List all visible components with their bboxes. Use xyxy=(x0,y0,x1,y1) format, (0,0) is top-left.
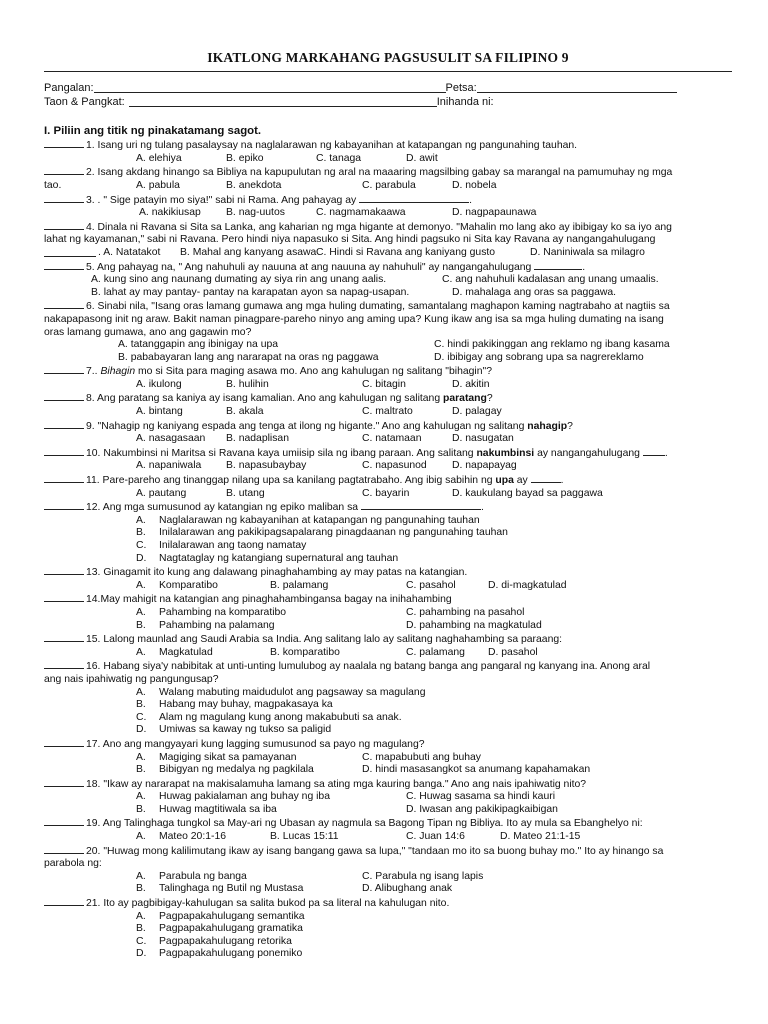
answer-blank[interactable] xyxy=(44,816,84,826)
question-1: 1. Isang uri ng tulang pasalaysay na naglalarawan ng kabayanihan at katapangan ng pangunahing tauhan. xyxy=(44,138,732,153)
choices-17a: A. Magiging sikat sa pamayanan C. mapabubuti ang buhay xyxy=(136,751,482,763)
choices-5b: B. lahat ay may pantay- pantay na karapatan ayon sa napag-usapan. D. mahalaga ang oras sa paggawa. xyxy=(91,286,617,298)
choices-6a: A. tatanggapin ang ibinigay na upa C. hindi pakikinggan ang reklamo ng ibang kasama xyxy=(118,339,670,351)
question-12: 12. Ang mga sumusunod ay katangian ng epiko maliban sa . xyxy=(44,500,732,515)
section-label: Taon & Pangkat: xyxy=(44,95,125,108)
question-7: 7.. Bihagin mo si Sita para maging asawa mo. Ano ang kahulugan ng salitang "bihagin"? xyxy=(44,364,732,379)
exam-page: IKATLONG MARKAHANG PAGSUSULIT SA FILIPINO 9 Pangalan: Petsa: Taon & Pangkat: Inihanda ni: I. Piliin ang titik ng pinakatamang sagot. 1. Isang uri ng tulang pasalaysay na naglalarawan ng kabayanihan at katapangan ng pangunahing tauhan. A. elehiya B. epiko C. tanaga D. awit 2. Isang akdang hinango sa Bibliya na kapupulutan ng aral na maaaring magsilbing gabay sa marangal na pamumuhay ng mga tao. A. pabula B. anekdota C. parabula D. nobela 3. . " Sige patayin mo siya!" sabi ni Rama. Ang pahayag ay . A. nakikiusap B. nag-uutos C. nagmamakaawa D. nagpapaunawa 4. Dinala ni Ravana si Sita sa Lanka, ang kaharian ng mga higante at demonyo. "Mahalin mo lang ako ay ibibigay ko sa iyo ang lahat ng kayamanan," sabi ni Ravana. Pero hindi niya napasuko si Sita. Ang hindi pagsuko ni Sita kay Ravana ay nangangahulugang . A. Natatakot B. Mahal ang kanyang asawa C. Hindi si Ravana ang kaniyang gusto D. Naniniwala sa milagro 5. Ang pahayag na, " Ang nahuhuli ay nauuna at ang nauuna ay nahuhuli" ay nangangahulugang . A. kung sino ang naunang dumating ay siya rin ang unang aalis. C. ang nahuhuli kadalasan ang unang umaalis. B. lahat ay may pantay- pantay na karapatan ayon sa napag-usapan. D. mahalaga ang oras sa paggawa. 6. Sinabi nila, "Isang oras lamang gumawa ang mga huling dumating, samantalang maghapon kaming nagtrabaho at nagtiis sa nakapapasong init ng araw. Bakit naman pinagpare-pareho ninyo ang aming upa? Kung ikaw ang isa sa mga huling dumating na isang oras lamang gumawa, ano ang gagawin mo? A. tatanggapin ang ibinigay na upa C. hindi pakikinggan ang reklamo ng ibang kasama B. pababayaran lang ang nararapat na oras ng paggawa D. ibibigay ang sobrang upa sa nagrereklamo 7.. Bihagin mo si Sita para maging asawa mo. Ano ang kahulugan ng salitang "bihagin"? A. ikulong B. hulihin C. bitagin D. akitin 8. Ang paratang sa kaniya ay isang kamalian. Ano ang kahulugan ng salitang paratang? A. bintang B. akala C. maltrato D. palagay 9. "Nahagip ng kaniyang espada ang tenga at ilong ng higante." Ano ang kahulugan ng salitang nahagip? A. nasagasaan B. nadaplisan C. natamaan D. nasugatan 10. Nakumbinsi ni Maritsa si Ravana kaya umiisip sila ng ibang paraan. Ang salitang nakumbinsi ay nangangahulugang . A. napaniwala B. napasubaybay C. napasunod D. napapayag 11. Pare-pareho ang tinanggap nilang upa sa kanilang pagtatrabaho. Ang ibig sabihin ng upa ay . A. pautang B. utang C. bayarin D. kaukulang bayad sa paggawa 12. Ang mga sumusunod ay katangian ng epiko maliban sa . A. Naglalarawan ng kabayanihan at katapangan ng pangunahing tauhan B. Inilalarawan ang pakikipagsapalarang pinagdaanan ng pangunahing tauhan C. Inilalarawan ang taong namatay D. Nagtataglay ng katangiang supernatural ang tauhan 13. Ginagamit ito kung ang dalawang pinaghahambing ay may patas na katangian. A. Komparatibo B. palamang C. pasahol D. di-magkatulad 14.May mahigit na katangian ang pinaghahambingansa bagay na inihahambing A. Pahambing na komparatibo C. pahambing na pasahol B. Pahambing na palamang D. pahambing na magkatulad 15. Lalong maunlad ang Saudi Arabia sa India. Ang salitang lalo ay salitang naghahambing sa paraang: A. Magkatulad B. komparatibo C. palamang D. pasahol 16. Habang siya'y nabibitak at unti-unting lumulubog ay naalala ng batang banga ang pangaral ng kanyang ina. Anong aral ang nais ipahiwatig ng pangungusap? A. Walang mabuting maidudulot ang pagsaway sa magulang B. Habang may buhay, magpakasaya ka C. Alam ng magulang kung anong makabubuti sa anak. D. Umiwas sa kaway ng tukso sa paligid 17. Ano ang mangyayari kung lagging sumusunod sa payo ng magulang? A. Magiging sikat sa pamayanan C. mapabubuti ang buhay B. Bibigyan ng medalya ng pagkilala D. hindi masasangkot sa anumang kapahamakan 18. "Ikaw ay nararapat na makisalamuha lamang sa ating mga kauring banga." Ano ang nais ipahiwatig nito? A. Huwag pakialaman ang buhay ng iba C. Huwag sasama sa hindi kauri B. Huwag magtitiwala sa iba D. Iwasan ang pakikipagkaibigan 19. Ang Talinghaga tungkol sa May-ari ng Ubasan ay nagmula sa Bagong Tipan ng Bibliya. Ito ay mula sa Ebanghelyo ni: A. Mateo 20:1-16 B. Lucas 15:11 C. Juan 14:6 D. Mateo 21:1-15 20. "Huwag mong kalilimutang ikaw ay isang bangang gawa sa lupa," "tandaan mo ito sa buong buhay mo." Ito ay hinango sa parabola ng: A. Parabula ng banga C. Parabula ng isang lapis B. Talinghaga ng Butil ng Mustasa D. Alibughang anak 21. Ito ay pagbibigay-kahulugan sa salita bukod pa sa literal na kahulugan nito. A. Pagpapakahulugang semantika B. Pagpapakahulugang gramatika C. Pagpapakahulugang retorika D. Pagpapakahulugang ponemiko xyxy=(0,0,768,961)
section-field[interactable] xyxy=(129,95,437,107)
section-heading: I. Piliin ang titik ng pinakatamang sagot. xyxy=(44,124,262,137)
answer-blank[interactable] xyxy=(44,896,84,906)
choices-19: A. Mateo 20:1-16 B. Lucas 15:11 C. Juan 14:6 D. Mateo 21:1-15 xyxy=(136,831,581,843)
choices-1: A. elehiya B. epiko C. tanaga D. awit xyxy=(136,152,438,164)
question-21: 21. Ito ay pagbibigay-kahulugan sa salita bukod pa sa literal na kahulugan nito. xyxy=(44,896,732,911)
answer-blank[interactable] xyxy=(44,737,84,747)
answer-blank[interactable] xyxy=(44,473,84,483)
answer-blank[interactable] xyxy=(44,193,84,203)
choices-20a: A. Parabula ng banga C. Parabula ng isang lapis xyxy=(136,870,484,882)
question-6: 6. Sinabi nila, "Isang oras lamang gumawa ang mga huling dumating, samantalang maghapon kaming nagtrabaho at nagtiis sa xyxy=(44,299,732,314)
choices-9: A. nasagasaan B. nadaplisan C. natamaan D. nasugatan xyxy=(136,433,514,445)
answer-blank[interactable] xyxy=(44,844,84,854)
choice-16d[interactable]: D. Umiwas sa kaway ng tukso sa paligid xyxy=(136,724,332,736)
question-2: 2. Isang akdang hinango sa Bibliya na kapupulutan ng aral na maaaring magsilbing gabay sa marangal na pamumuhay ng mga xyxy=(44,165,732,180)
choice-12b[interactable]: B. Inilalarawan ang pakikipagsapalarang pinagdaanan ng pangunahing tauhan xyxy=(136,527,508,539)
choices-13: A. Komparatibo B. palamang C. pasahol D. di-magkatulad xyxy=(136,579,567,591)
choices-11: A. pautang B. utang C. bayarin D. kaukulang bayad sa paggawa xyxy=(136,487,603,499)
answer-blank[interactable] xyxy=(44,500,84,510)
exam-title: IKATLONG MARKAHANG PAGSUSULIT SA FILIPINO 9 xyxy=(207,50,569,65)
choices-15: A. Magkatulad B. komparatibo C. palamang D. pasahol xyxy=(136,646,538,658)
choices-10: A. napaniwala B. napasubaybay C. napasunod D. napapayag xyxy=(136,460,517,472)
answer-blank[interactable] xyxy=(44,565,84,575)
choices-2: tao. A. pabula B. anekdota C. parabula D. nobela xyxy=(44,179,497,191)
question-14: 14.May mahigit na katangian ang pinaghahambingansa bagay na inihahambing xyxy=(44,592,732,607)
question-19: 19. Ang Talinghaga tungkol sa May-ari ng Ubasan ay nagmula sa Bagong Tipan ng Bibliya. Ito ay mula sa Ebanghelyo ni: xyxy=(44,816,732,831)
answer-blank[interactable] xyxy=(44,220,84,230)
name-field[interactable] xyxy=(94,81,446,93)
question-8: 8. Ang paratang sa kaniya ay isang kamalian. Ano ang kahulugan ng salitang paratang? xyxy=(44,391,732,406)
choice-21b[interactable]: B. Pagpapakahulugang gramatika xyxy=(136,923,303,935)
choices-17b: B. Bibigyan ng medalya ng pagkilala D. hindi masasangkot sa anumang kapahamakan xyxy=(136,764,591,776)
choice-16c[interactable]: C. Alam ng magulang kung anong makabubuti sa anak. xyxy=(136,711,402,723)
question-11: 11. Pare-pareho ang tinanggap nilang upa sa kanilang pagtatrabaho. Ang ibig sabihin ng upa ay . xyxy=(44,473,732,488)
choices-18a: A. Huwag pakialaman ang buhay ng iba C. Huwag sasama sa hindi kauri xyxy=(136,791,556,803)
header-row-1 xyxy=(44,81,732,95)
choices-4: . A. Natatakot B. Mahal ang kanyang asawa C. Hindi si Ravana ang kaniyang gusto D. Naniniwala sa milagro xyxy=(44,247,732,260)
choice-12a[interactable]: A. Naglalarawan ng kabayanihan at katapangan ng pangunahing tauhan xyxy=(136,514,480,526)
answer-blank[interactable] xyxy=(44,260,84,270)
choice-21c[interactable]: C. Pagpapakahulugang retorika xyxy=(136,935,292,947)
choice-21a[interactable]: A. Pagpapakahulugang semantika xyxy=(136,910,305,922)
prepared-by-label: Inihanda ni: xyxy=(436,95,494,108)
choices-5a: A. kung sino ang naunang dumating ay siya rin ang unang aalis. C. ang nahuhuli kadalasan ang unang umaalis. xyxy=(91,274,659,286)
question-16: 16. Habang siya'y nabibitak at unti-unting lumulubog ay naalala ng batang banga ang pangaral ng kanyang ina. Anong aral xyxy=(44,659,732,674)
choices-3: A. nakikiusap B. nag-uutos C. nagmamakaawa D. nagpapaunawa xyxy=(139,207,537,219)
question-9: 9. "Nahagip ng kaniyang espada ang tenga at ilong ng higante." Ano ang kahulugan ng salitang nahagip? xyxy=(44,419,732,434)
question-3: 3. . " Sige patayin mo siya!" sabi ni Rama. Ang pahayag ay . xyxy=(44,193,732,208)
choices-18b: B. Huwag magtitiwala sa iba D. Iwasan ang pakikipagkaibigan xyxy=(136,803,558,815)
choices-7: A. ikulong B. hulihin C. bitagin D. akitin xyxy=(136,378,490,390)
question-4: 4. Dinala ni Ravana si Sita sa Lanka, ang kaharian ng mga higante at demonyo. "Mahalin mo lang ako ay ibibigay ko sa iyo ang xyxy=(44,220,732,235)
date-label: Petsa: xyxy=(445,81,477,94)
name-label: Pangalan: xyxy=(44,81,94,94)
date-field[interactable] xyxy=(477,81,677,93)
answer-blank[interactable] xyxy=(44,138,84,148)
question-15: 15. Lalong maunlad ang Saudi Arabia sa India. Ang salitang lalo ay salitang naghahambing sa paraang: xyxy=(44,632,732,647)
choice-16b[interactable]: B. Habang may buhay, magpakasaya ka xyxy=(136,699,333,711)
choices-6b: B. pababayaran lang ang nararapat na oras ng paggawa D. ibibigay ang sobrang upa sa nagrereklamo xyxy=(118,351,644,363)
choice-12d[interactable]: D. Nagtataglay ng katangiang supernatural ang tauhan xyxy=(136,552,399,564)
answer-blank[interactable] xyxy=(44,632,84,642)
question-20: 20. "Huwag mong kalilimutang ikaw ay isang bangang gawa sa lupa," "tandaan mo ito sa buong buhay mo." Ito ay hinango sa xyxy=(44,844,732,859)
question-10: 10. Nakumbinsi ni Maritsa si Ravana kaya umiisip sila ng ibang paraan. Ang salitang nakumbinsi ay nangangahulugang . xyxy=(44,446,732,461)
choices-20b: B. Talinghaga ng Butil ng Mustasa D. Alibughang anak xyxy=(136,883,453,895)
title-rule xyxy=(44,71,732,72)
answer-blank[interactable] xyxy=(44,592,84,602)
choices-8: A. bintang B. akala C. maltrato D. palagay xyxy=(136,406,502,418)
question-5: 5. Ang pahayag na, " Ang nahuhuli ay nauuna at ang nauuna ay nahuhuli" ay nangangahulugang . xyxy=(44,260,732,275)
answer-blank[interactable] xyxy=(44,165,84,175)
choices-14b: B. Pahambing na palamang D. pahambing na magkatulad xyxy=(136,619,542,631)
answer-blank[interactable] xyxy=(44,299,84,309)
choices-14a: A. Pahambing na komparatibo C. pahambing na pasahol xyxy=(136,606,525,618)
answer-blank[interactable] xyxy=(44,777,84,787)
choice-21d[interactable]: D. Pagpapakahulugang ponemiko xyxy=(136,948,303,960)
question-18: 18. "Ikaw ay nararapat na makisalamuha lamang sa ating mga kauring banga." Ano ang nais ipahiwatig nito? xyxy=(44,777,732,792)
choice-16a[interactable]: A. Walang mabuting maidudulot ang pagsaway sa magulang xyxy=(136,686,426,698)
answer-blank[interactable] xyxy=(44,364,84,374)
answer-blank[interactable] xyxy=(44,659,84,669)
question-13: 13. Ginagamit ito kung ang dalawang pinaghahambing ay may patas na katangian. xyxy=(44,565,732,580)
answer-blank[interactable] xyxy=(44,391,84,401)
answer-blank[interactable] xyxy=(44,446,84,456)
question-17: 17. Ano ang mangyayari kung lagging sumusunod sa payo ng magulang? xyxy=(44,737,732,752)
answer-blank[interactable] xyxy=(44,419,84,429)
choice-12c[interactable]: C. Inilalarawan ang taong namatay xyxy=(136,540,307,551)
header-row-2 xyxy=(44,95,732,109)
